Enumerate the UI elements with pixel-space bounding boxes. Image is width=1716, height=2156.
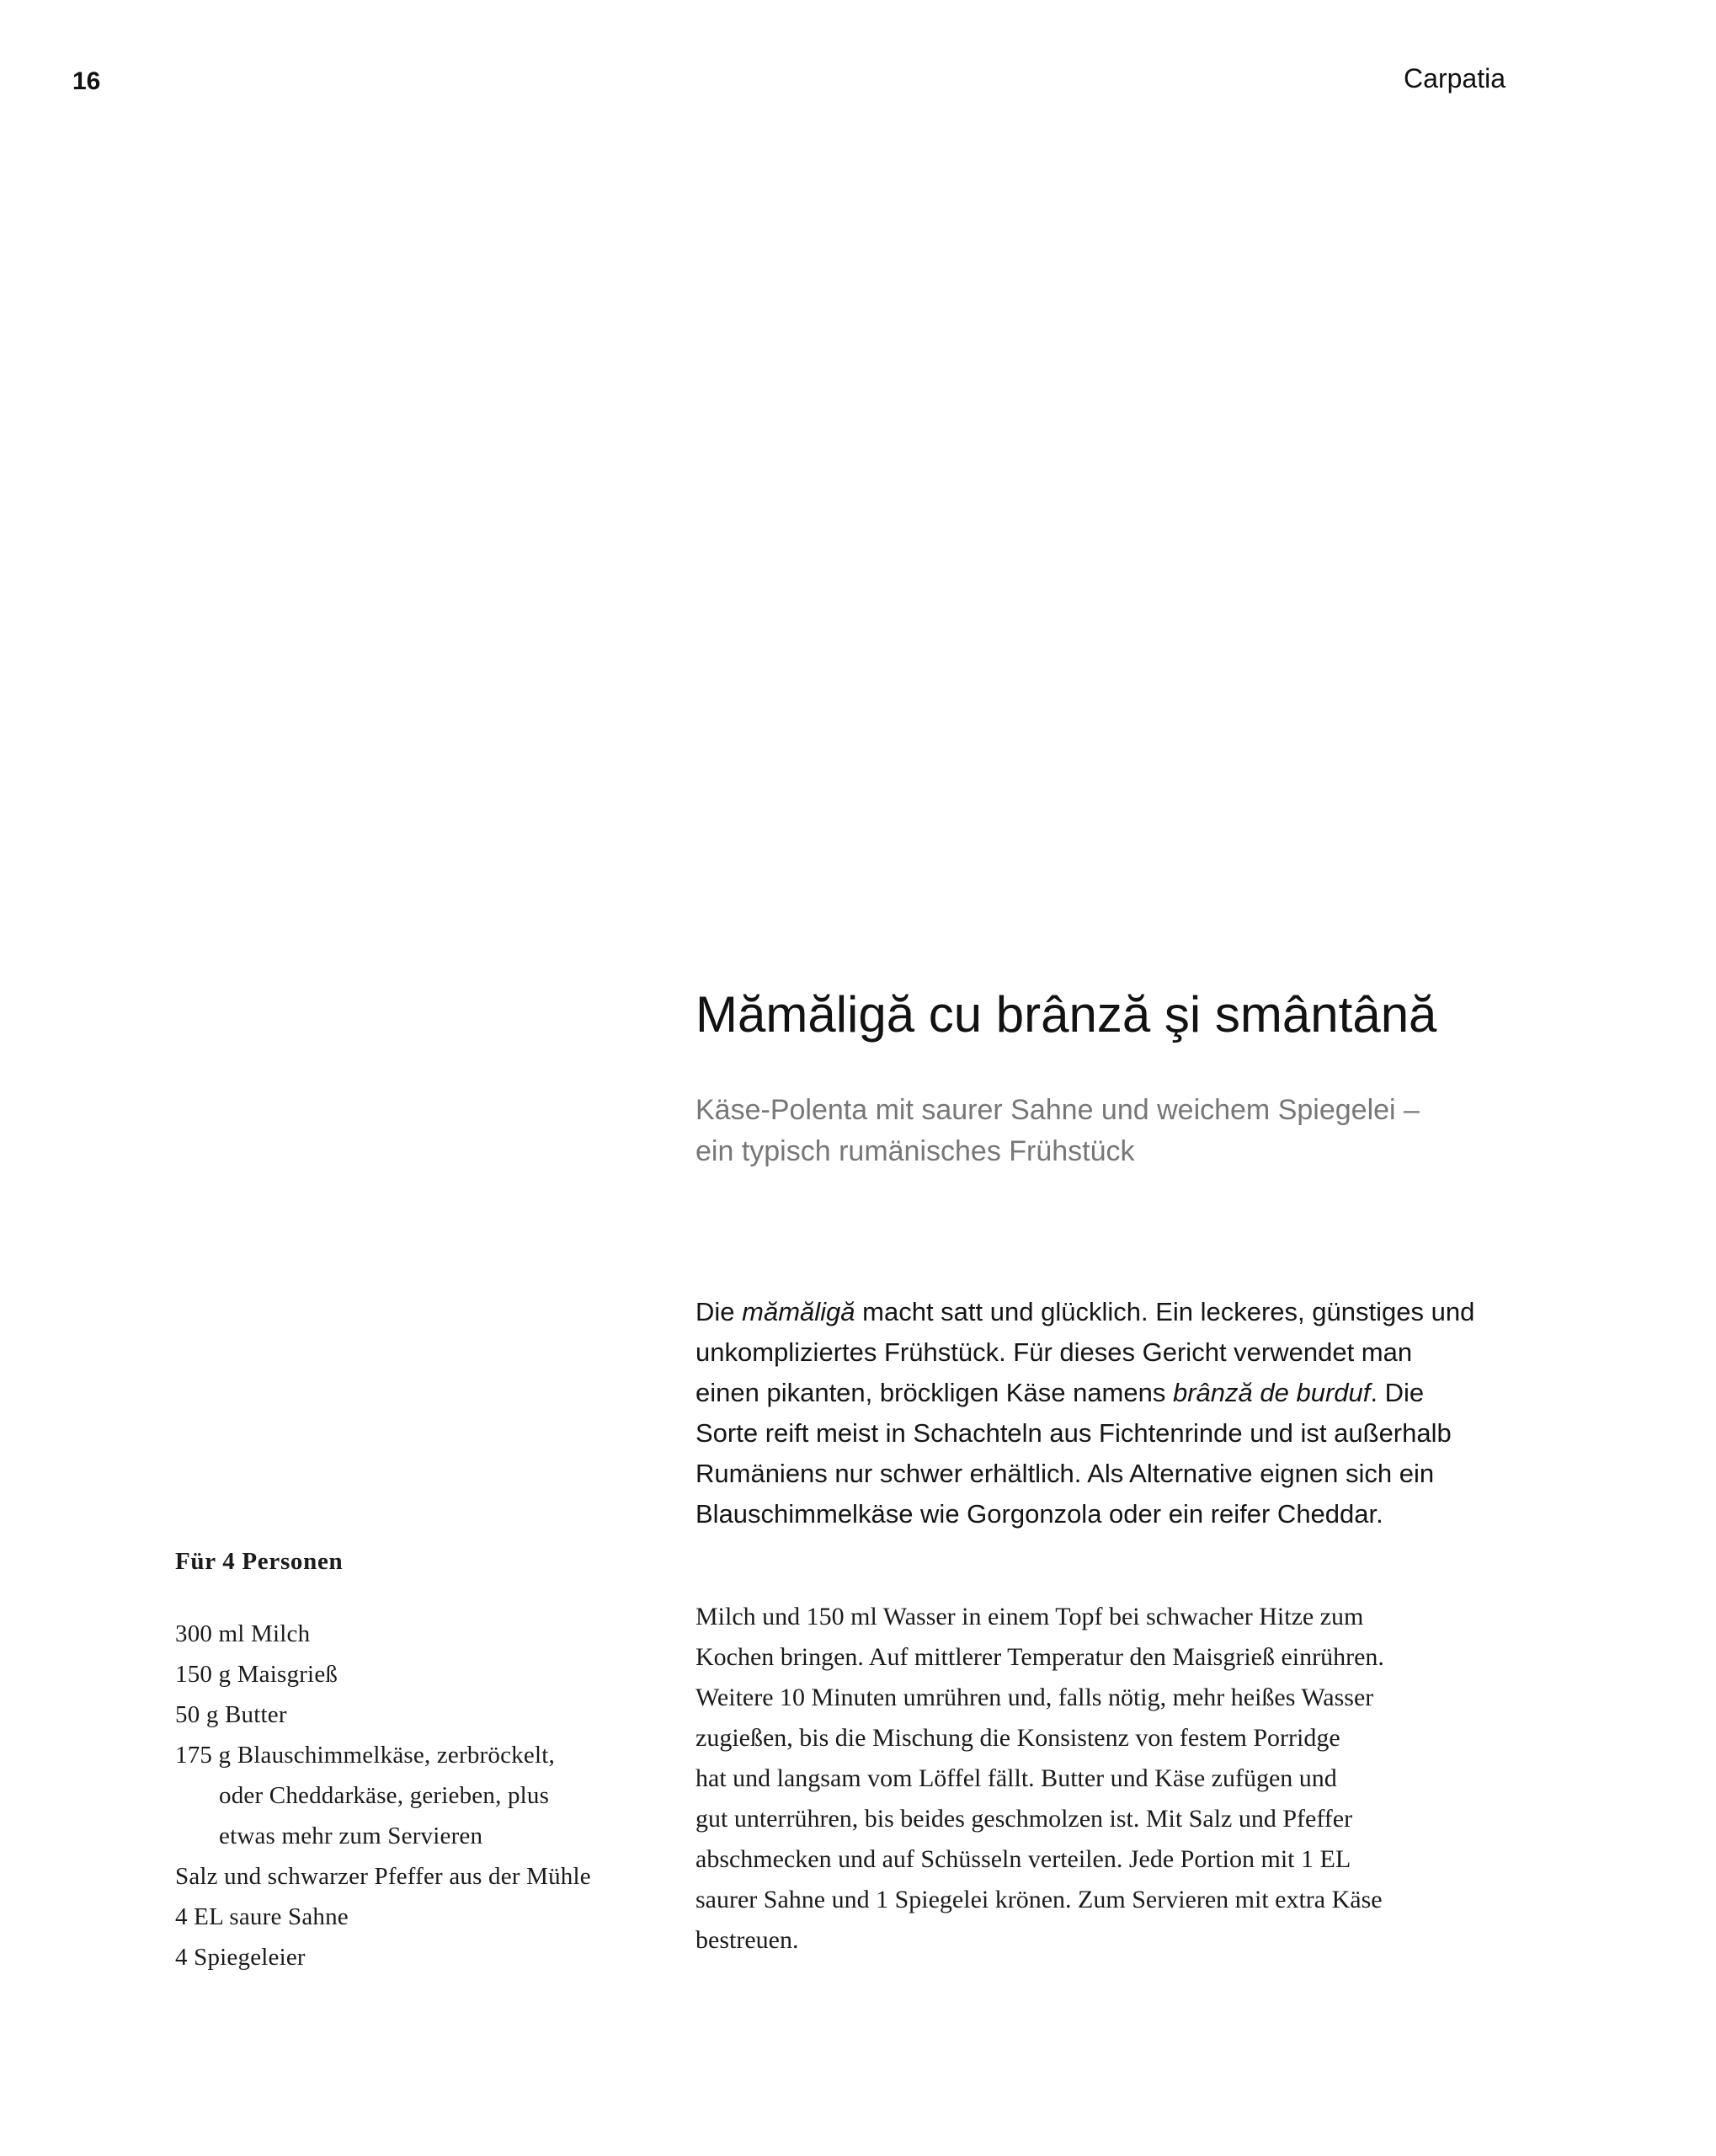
ingredient-item-continuation: etwas mehr zum Servieren — [219, 1822, 483, 1849]
recipe-intro — [695, 1292, 1521, 1534]
ingredients-panel — [175, 1545, 647, 1977]
intro-line-5: Rumäniens nur schwer erhältlich. Als Alternative eignen sich ein — [695, 1459, 1435, 1488]
ingredient-item: Salz und schwarzer Pfeffer aus der Mühle — [175, 1863, 591, 1890]
page-number: 16 — [72, 67, 101, 95]
method-line: zugießen, bis die Mischung die Konsistenz von festem Porridge — [695, 1724, 1340, 1752]
intro-line-3-text-a: einen pikanten, bröckligen Käse namens — [695, 1378, 1173, 1407]
intro-line-4: Sorte reift meist in Schachteln aus Fichtenrinde und ist außerhalb — [695, 1418, 1452, 1448]
cheese-term-branza-de-burduf: brânză de burduf — [1172, 1378, 1371, 1407]
servings-heading: Für 4 Personen — [175, 1548, 344, 1575]
ingredient-item: 175 g Blauschimmelkäse, zerbröckelt, — [175, 1742, 555, 1769]
subtitle-line-1: Käse-Polenta mit saurer Sahne und weichem Spiegelei – — [695, 1094, 1420, 1126]
intro-line-3-text-b: . Die — [1370, 1378, 1425, 1407]
method-line: bestreuen. — [695, 1926, 799, 1954]
dish-term-mamaliga: mămăligă — [742, 1297, 855, 1326]
ingredient-item: 50 g Butter — [175, 1701, 287, 1728]
ingredients-list — [175, 1614, 647, 1977]
method-line: hat und langsam vom Löffel fällt. Butter und Käse zufügen und — [695, 1764, 1337, 1792]
method-line: abschmecken und auf Schüsseln verteilen. Jede Portion mit 1 EL — [695, 1845, 1351, 1873]
intro-line-2: unkompliziertes Frühstück. Für dieses Gericht verwendet man — [695, 1337, 1413, 1367]
recipe-title: Mămăligă cu brânză şi smântână — [695, 986, 1437, 1043]
subtitle-line-2: ein typisch rumänisches Frühstück — [695, 1134, 1135, 1167]
intro-line-1-text-b: macht satt und glücklich. Ein leckeres, günstiges und — [855, 1297, 1475, 1326]
ingredient-item: 150 g Maisgrieß — [175, 1661, 338, 1688]
ingredient-item-continuation: oder Cheddarkäse, gerieben, plus — [219, 1782, 550, 1809]
ingredient-item: 4 Spiegeleier — [175, 1944, 306, 1971]
method-line: saurer Sahne und 1 Spiegelei krönen. Zum Servieren mit extra Käse — [695, 1886, 1383, 1913]
method-line: Milch und 150 ml Wasser in einem Topf bei schwacher Hitze zum — [695, 1603, 1364, 1630]
method-line: Kochen bringen. Auf mittlerer Temperatur den Maisgrieß einrühren. — [695, 1643, 1384, 1671]
running-head: Carpatia — [1404, 63, 1505, 93]
recipe-method — [695, 1597, 1521, 1961]
intro-line-1-text-a: Die — [695, 1297, 743, 1326]
ingredient-item: 4 EL saure Sahne — [175, 1903, 349, 1930]
method-line: Weitere 10 Minuten umrühren und, falls nötig, mehr heißes Wasser — [695, 1684, 1374, 1711]
method-line: gut unterrühren, bis beides geschmolzen ist. Mit Salz und Pfeffer — [695, 1805, 1353, 1833]
intro-line-1 — [695, 1292, 1521, 1332]
recipe-subtitle — [695, 1090, 1521, 1171]
ingredient-item: 300 ml Milch — [175, 1620, 311, 1647]
intro-line-6: Blauschimmelkäse wie Gorgonzola oder ein reifer Cheddar. — [695, 1499, 1383, 1529]
intro-line-3 — [695, 1373, 1521, 1413]
